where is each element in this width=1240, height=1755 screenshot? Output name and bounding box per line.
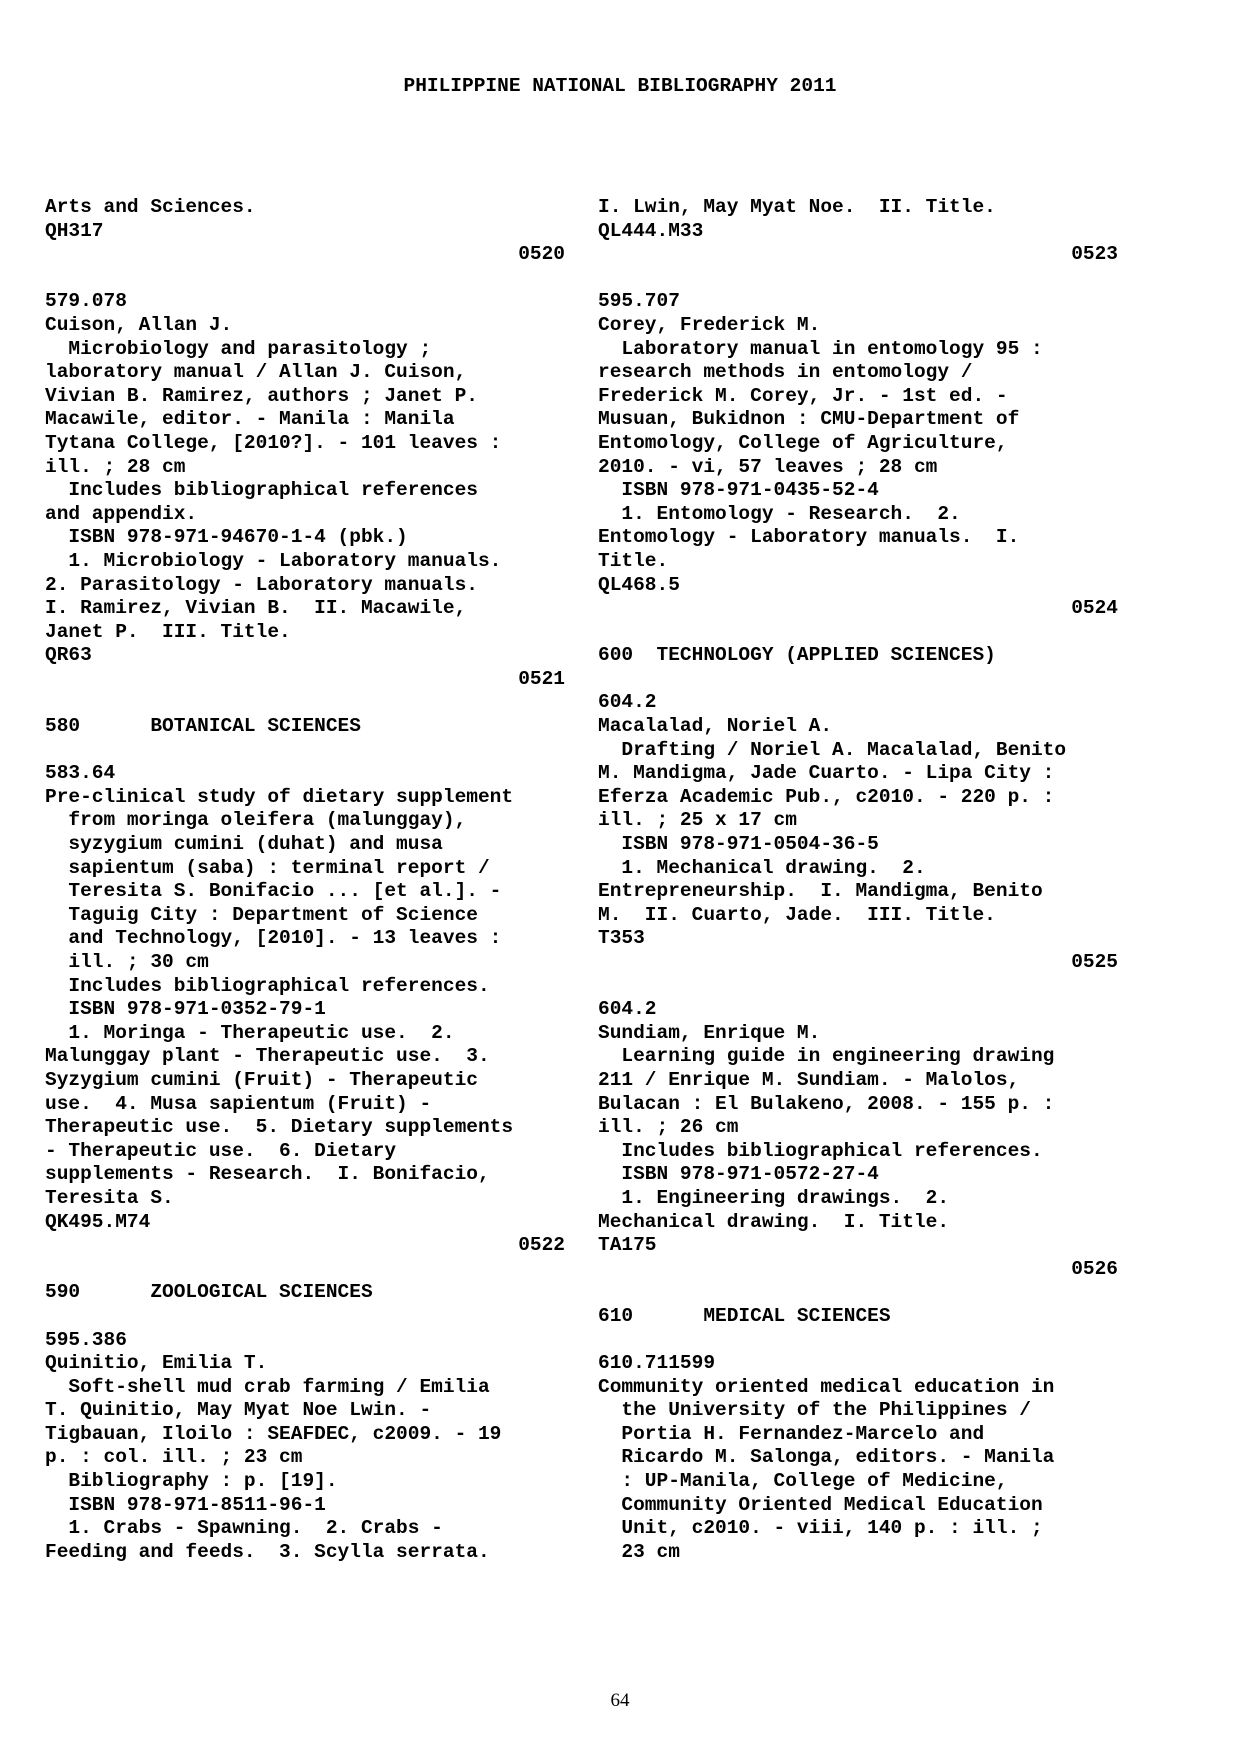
text-line: - Therapeutic use. 6. Dietary bbox=[45, 1139, 397, 1162]
text-line: research methods in entomology / bbox=[598, 361, 973, 384]
text-line: Teresita S. Bonifacio ... [et al.]. - bbox=[45, 880, 502, 903]
text-line: 1. Engineering drawings. 2. bbox=[598, 1186, 950, 1209]
entry-number: 0522 bbox=[518, 1234, 565, 1257]
text-line: Musuan, Bukidnon : CMU-Department of bbox=[598, 408, 1020, 431]
text-line: Includes bibliographical references. bbox=[598, 1139, 1043, 1162]
text-line: ISBN 978-971-94670-1-4 (pbk.) bbox=[45, 526, 408, 549]
text-line: Tigbauan, Iloilo : SEAFDEC, c2009. - 19 bbox=[45, 1422, 502, 1445]
text-line: TA175 bbox=[598, 1234, 657, 1257]
text-line: I. Ramirez, Vivian B. II. Macawile, bbox=[45, 597, 467, 620]
text-line: Cuison, Allan J. bbox=[45, 313, 233, 336]
text-line bbox=[598, 1329, 1118, 1353]
text-line: Includes bibliographical references. bbox=[45, 974, 490, 997]
left-column bbox=[45, 196, 565, 1564]
text-line: p. : col. ill. ; 23 cm bbox=[45, 1446, 303, 1469]
text-line: ISBN 978-971-8511-96-1 bbox=[45, 1493, 326, 1516]
text-line: syzygium cumini (duhat) and musa bbox=[45, 833, 443, 856]
text-line: 600 TECHNOLOGY (APPLIED SCIENCES) bbox=[598, 644, 996, 667]
text-line: Arts and Sciences. bbox=[45, 196, 256, 218]
text-line bbox=[45, 267, 565, 291]
text-line: 590 ZOOLOGICAL SCIENCES bbox=[45, 1281, 373, 1304]
text-line: QH317 bbox=[45, 219, 104, 242]
text-line: Mechanical drawing. I. Title. bbox=[598, 1210, 950, 1233]
text-line: the University of the Philippines / bbox=[598, 1399, 1031, 1422]
text-line: and appendix. bbox=[45, 502, 198, 525]
text-line: Syzygium cumini (Fruit) - Therapeutic bbox=[45, 1068, 478, 1091]
text-line: Sundiam, Enrique M. bbox=[598, 1021, 821, 1044]
text-line: T353 bbox=[598, 927, 645, 950]
text-line: Learning guide in engineering drawing bbox=[598, 1045, 1055, 1068]
text-line: I. Lwin, May Myat Noe. II. Title. bbox=[598, 196, 996, 218]
text-line: laboratory manual / Allan J. Cuison, bbox=[45, 361, 467, 384]
text-line: sapientum (saba) : terminal report / bbox=[45, 856, 490, 879]
text-line: Laboratory manual in entomology 95 : bbox=[598, 337, 1043, 360]
text-line: Bibliography : p. [19]. bbox=[45, 1470, 338, 1493]
text-line: Macawile, editor. - Manila : Manila bbox=[45, 408, 455, 431]
text-line: Quinitio, Emilia T. bbox=[45, 1352, 268, 1375]
text-line: QL468.5 bbox=[598, 573, 680, 596]
text-line: 595.386 bbox=[45, 1328, 127, 1351]
entry-number: 0524 bbox=[1071, 597, 1118, 620]
text-line: Vivian B. Ramirez, authors ; Janet P. bbox=[45, 384, 478, 407]
text-line bbox=[598, 1281, 1118, 1305]
text-line: 580 BOTANICAL SCIENCES bbox=[45, 715, 361, 738]
entry-number: 0525 bbox=[1071, 951, 1118, 973]
text-line: Community Oriented Medical Education bbox=[598, 1493, 1043, 1516]
text-line: Therapeutic use. 5. Dietary supplements bbox=[45, 1116, 514, 1139]
text-line: Corey, Frederick M. bbox=[598, 313, 821, 336]
text-line: ill. ; 25 x 17 cm bbox=[598, 809, 797, 832]
entry-number: 0520 bbox=[518, 243, 565, 266]
text-line: M. Mandigma, Jade Cuarto. - Lipa City : bbox=[598, 762, 1055, 785]
text-line: Entrepreneurship. I. Mandigma, Benito bbox=[598, 880, 1043, 903]
text-line: 583.64 bbox=[45, 762, 116, 785]
text-line: 23 cm bbox=[598, 1540, 680, 1563]
text-line: Malunggay plant - Therapeutic use. 3. bbox=[45, 1045, 490, 1068]
text-line: Bulacan : El Bulakeno, 2008. - 155 p. : bbox=[598, 1092, 1055, 1115]
text-line: ill. ; 28 cm bbox=[45, 455, 186, 478]
text-line: Soft-shell mud crab farming / Emilia bbox=[45, 1375, 490, 1398]
text-line bbox=[45, 691, 565, 715]
text-line: QL444.M33 bbox=[598, 219, 704, 242]
text-line: 1. Microbiology - Laboratory manuals. bbox=[45, 549, 502, 572]
text-line bbox=[45, 739, 565, 763]
text-line: 610.711599 bbox=[598, 1352, 716, 1375]
text-line: Portia H. Fernandez-Marcelo and bbox=[598, 1422, 985, 1445]
text-line: ISBN 978-971-0572-27-4 bbox=[598, 1163, 879, 1186]
text-line bbox=[45, 1305, 565, 1329]
text-line: 604.2 bbox=[598, 691, 657, 714]
text-line bbox=[598, 267, 1118, 291]
text-line: : UP-Manila, College of Medicine, bbox=[598, 1470, 1008, 1493]
text-line: Title. bbox=[598, 549, 669, 572]
text-line: Janet P. III. Title. bbox=[45, 620, 291, 643]
page-number: 64 bbox=[610, 1690, 630, 1711]
text-line: 1. Moringa - Therapeutic use. 2. bbox=[45, 1021, 455, 1044]
text-line: QK495.M74 bbox=[45, 1210, 151, 1233]
text-line: Ricardo M. Salonga, editors. - Manila bbox=[598, 1446, 1055, 1469]
text-line: QR63 bbox=[45, 644, 92, 667]
text-line: ill. ; 30 cm bbox=[45, 951, 209, 973]
right-column bbox=[598, 196, 1118, 1564]
text-line: Tytana College, [2010?]. - 101 leaves : bbox=[45, 431, 502, 454]
text-line: ISBN 978-971-0435-52-4 bbox=[598, 479, 879, 502]
text-line bbox=[598, 975, 1118, 999]
text-line: M. II. Cuarto, Jade. III. Title. bbox=[598, 903, 996, 926]
text-line: supplements - Research. I. Bonifacio, bbox=[45, 1163, 490, 1186]
text-line: Unit, c2010. - viii, 140 p. : ill. ; bbox=[598, 1517, 1043, 1540]
text-line: 1. Crabs - Spawning. 2. Crabs - bbox=[45, 1517, 443, 1540]
text-line: 2. Parasitology - Laboratory manuals. bbox=[45, 573, 478, 596]
text-line: use. 4. Musa sapientum (Fruit) - bbox=[45, 1092, 432, 1115]
text-line: ISBN 978-971-0504-36-5 bbox=[598, 833, 879, 856]
text-line: Entomology - Laboratory manuals. I. bbox=[598, 526, 1020, 549]
text-line: Teresita S. bbox=[45, 1186, 174, 1209]
text-line: Drafting / Noriel A. Macalalad, Benito bbox=[598, 738, 1067, 761]
text-line: Entomology, College of Agriculture, bbox=[598, 431, 1008, 454]
text-line bbox=[598, 668, 1118, 692]
text-line: Includes bibliographical references bbox=[45, 479, 478, 502]
text-line: Microbiology and parasitology ; bbox=[45, 337, 432, 360]
text-line: Community oriented medical education in bbox=[598, 1375, 1055, 1398]
entry-number: 0526 bbox=[1071, 1257, 1118, 1280]
text-line: 2010. - vi, 57 leaves ; 28 cm bbox=[598, 455, 938, 478]
text-line: Taguig City : Department of Science bbox=[45, 903, 478, 926]
entry-number: 0521 bbox=[518, 667, 565, 690]
text-line: from moringa oleifera (malunggay), bbox=[45, 809, 467, 832]
entry-number: 0523 bbox=[1071, 243, 1118, 266]
text-line: 604.2 bbox=[598, 998, 657, 1021]
text-line bbox=[45, 1258, 565, 1282]
text-line: 1. Entomology - Research. 2. bbox=[598, 502, 961, 525]
text-line: Feeding and feeds. 3. Scylla serrata. bbox=[45, 1540, 490, 1563]
running-title: PHILIPPINE NATIONAL BIBLIOGRAPHY 2011 bbox=[403, 75, 837, 97]
text-line: ISBN 978-971-0352-79-1 bbox=[45, 998, 326, 1021]
text-line: 211 / Enrique M. Sundiam. - Malolos, bbox=[598, 1068, 1020, 1091]
text-line bbox=[598, 621, 1118, 645]
text-line: 595.707 bbox=[598, 290, 680, 313]
text-line: 610 MEDICAL SCIENCES bbox=[598, 1304, 891, 1327]
text-line: Eferza Academic Pub., c2010. - 220 p. : bbox=[598, 785, 1055, 808]
text-line: Frederick M. Corey, Jr. - 1st ed. - bbox=[598, 384, 1008, 407]
text-line: Macalalad, Noriel A. bbox=[598, 715, 833, 738]
text-line: T. Quinitio, May Myat Noe Lwin. - bbox=[45, 1399, 432, 1422]
text-line: Pre-clinical study of dietary supplement bbox=[45, 785, 514, 808]
text-line: 579.078 bbox=[45, 290, 127, 313]
text-line: ill. ; 26 cm bbox=[598, 1116, 739, 1139]
text-line: and Technology, [2010]. - 13 leaves : bbox=[45, 927, 502, 950]
text-line: 1. Mechanical drawing. 2. bbox=[598, 856, 926, 879]
